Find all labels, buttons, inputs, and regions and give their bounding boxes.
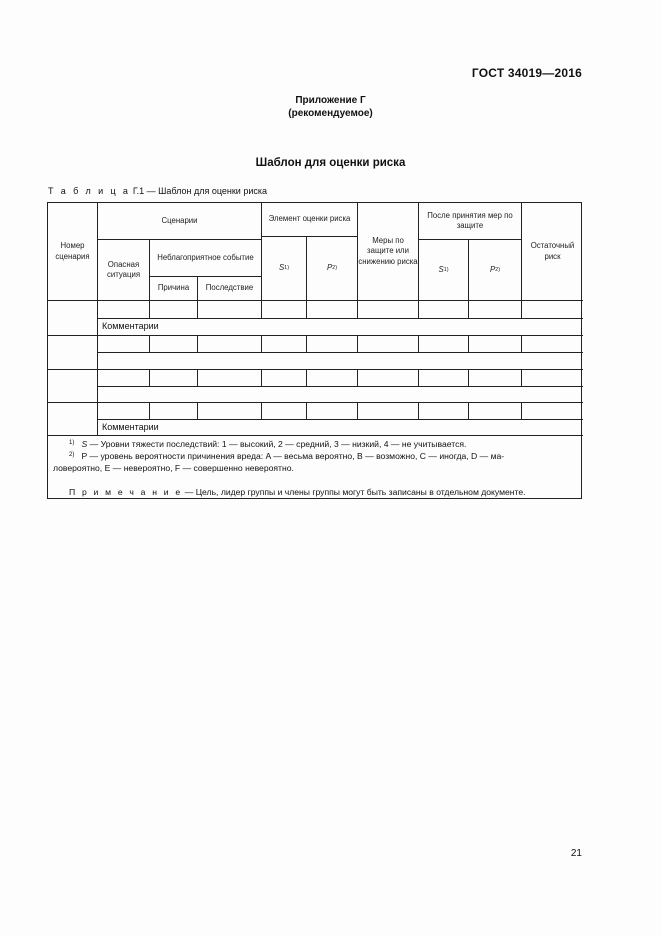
header-after-measures: После принятия мер по защите (427, 210, 513, 230)
footnote-2-continued: ловероятно, E — невероятно, F — совершенно невероятно. (53, 463, 294, 473)
table-note: П р и м е ч а н и е — Цель, лидер группы и члены группы могут быть записаны в отдельном документе. (69, 487, 526, 497)
header-probability-after: P 2) (489, 264, 501, 274)
header-scenarios: Сценарии (161, 215, 198, 225)
header-scenario-number: Номер сценария (55, 241, 90, 261)
header-protective-measures: Меры по защите или снижению риска (358, 235, 418, 266)
footnote-1: $^{1)}$ S — Уровни тяжести последствий: 1 — высокий, 2 — средний, 3 — низкий, 4 — не учитывается. (69, 439, 467, 449)
caption-text: — Шаблон для оценки риска (146, 186, 268, 196)
caption-number: Г.1 (132, 186, 145, 196)
header-severity-before: S 1) (278, 263, 290, 273)
header-risk-element: Элемент оценки риска (268, 214, 351, 224)
table-caption (48, 186, 267, 196)
page-number: 21 (570, 848, 582, 859)
header-consequence: Последствие (205, 283, 254, 293)
header-adverse-event: Неблагоприятное событие (157, 252, 254, 262)
main-title: Шаблон для оценки риска (255, 157, 406, 169)
comment-label-row-4: Комментарии (102, 422, 159, 432)
header-cause: Причина (157, 283, 190, 293)
risk-assessment-table (47, 202, 582, 499)
appendix-subtitle: (рекомендуемое) (288, 108, 373, 119)
header-severity-after: S 1) (438, 264, 449, 274)
appendix-title: Приложение Г (295, 95, 366, 106)
header-probability-before: P 2) (326, 263, 338, 273)
footnote-2: $^{2)}$ P — уровень вероятности причинения вреда: A — весьма вероятно, B — возможно, C — иногда, D — ма- (69, 451, 505, 461)
caption-prefix: Т а б л и ц а (48, 186, 131, 196)
comment-label-row-1: Комментарии (102, 321, 159, 331)
header-hazardous-situation: Опасная ситуация (106, 259, 141, 279)
document-code: ГОСТ 34019—2016 (471, 66, 582, 80)
header-residual-risk: Остаточный риск (530, 241, 575, 261)
